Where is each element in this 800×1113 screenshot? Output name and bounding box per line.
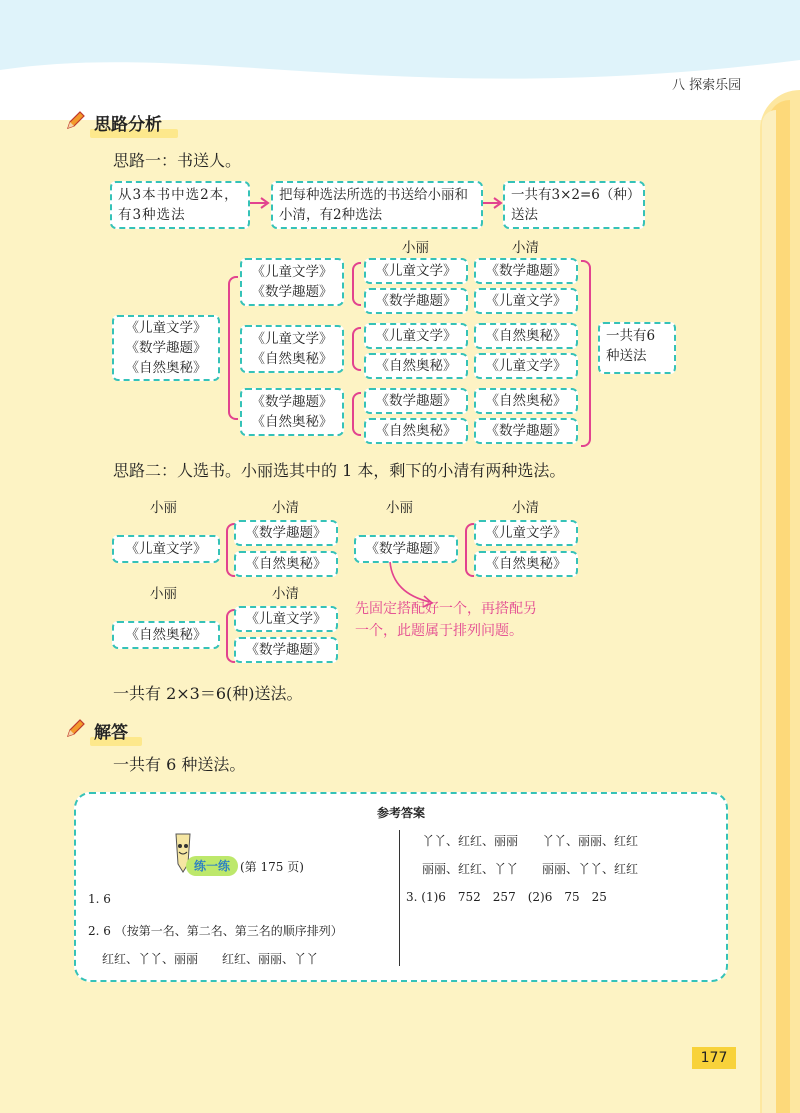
bracket: [352, 327, 361, 371]
book-title: 《自然奥秘》: [125, 360, 207, 376]
practice-page: (第 175 页): [240, 860, 304, 874]
column-label-xiaoli: 小丽: [150, 586, 177, 602]
arrangement-cell: 《儿童文学》: [474, 353, 578, 379]
answer-line: 丫丫、红红、丽丽 丫丫、丽丽、红红: [422, 834, 639, 848]
bracket: [352, 262, 361, 306]
first-choice-box: 《自然奥秘》: [112, 621, 220, 649]
book-title: 《自然奥秘》: [251, 414, 333, 430]
pair-box-1: [240, 258, 344, 306]
flow-box-2: 把每种选法所选的书送给小丽和小清，有2种选法: [271, 181, 483, 229]
reference-answer-box: [74, 792, 728, 982]
arrow-icon: [250, 196, 272, 210]
first-choice-box: 《数学趣题》: [354, 535, 458, 563]
column-label-xiaoli: 小丽: [402, 240, 429, 256]
bracket: [352, 392, 361, 436]
column-label-xiaoqing: 小清: [512, 500, 539, 516]
arrangement-cell: 《数学趣题》: [364, 288, 468, 314]
arrangement-cell: 《儿童文学》: [474, 288, 578, 314]
page-number: 177: [692, 1047, 736, 1069]
column-label-xiaoqing: 小清: [272, 586, 299, 602]
bracket: [228, 276, 238, 420]
tip-line: 先固定搭配好一个，再搭配另: [355, 601, 537, 617]
answer-line: 1. 6: [88, 892, 111, 906]
divider: [399, 830, 400, 966]
solution-text: 一共有 6 种送法。: [113, 755, 246, 774]
book-title: 《儿童文学》: [251, 331, 333, 347]
answer-line: 丽丽、红红、丫丫 丽丽、丫丫、红红: [422, 862, 639, 876]
pencil-icon: [64, 108, 88, 132]
answer-line: 3. (1)6 752 257 (2)6 75 25: [406, 890, 607, 904]
column-label-xiaoqing: 小清: [512, 240, 539, 256]
bracket: [581, 260, 591, 447]
arrangement-cell: 《数学趣题》: [364, 388, 468, 414]
second-choice-box: 《儿童文学》: [474, 520, 578, 546]
arrangement-cell: 《儿童文学》: [364, 323, 468, 349]
solution-title: 解答: [94, 723, 128, 743]
arrangement-cell: 《数学趣题》: [474, 418, 578, 444]
practice-badge: 练一练: [186, 856, 238, 876]
book-title: 《儿童文学》: [125, 320, 207, 336]
route2-title: 思路二：人选书。小丽选其中的 1 本，剩下的小清有两种选法。: [113, 461, 566, 480]
second-choice-box: 《自然奥秘》: [474, 551, 578, 577]
arrangement-cell: 《自然奥秘》: [364, 353, 468, 379]
arrangement-cell: 《自然奥秘》: [474, 388, 578, 414]
flow-box-3: 一共有3×2=6（种）送法: [503, 181, 645, 229]
tip-line: 一个，此题属于排列问题。: [355, 623, 523, 639]
column-label-xiaoli: 小丽: [386, 500, 413, 516]
solution-heading: [64, 718, 128, 743]
analysis-heading: [64, 110, 162, 135]
arrangement-cell: 《自然奥秘》: [364, 418, 468, 444]
tip-note: [355, 598, 537, 642]
second-choice-box: 《数学趣题》: [234, 520, 338, 546]
pair-box-3: [240, 388, 344, 436]
answer-title: 参考答案: [376, 806, 425, 820]
column-label-xiaoli: 小丽: [150, 500, 177, 516]
first-choice-box: 《儿童文学》: [112, 535, 220, 563]
second-choice-box: 《自然奥秘》: [234, 551, 338, 577]
route1-title: 思路一：书送人。: [113, 151, 242, 170]
all-books-box: [112, 315, 220, 381]
book-title: 《数学趣题》: [251, 284, 333, 300]
analysis-title: 思路分析: [94, 115, 162, 135]
pair-box-2: [240, 325, 344, 373]
route2-total: 一共有 2×3＝6(种)送法。: [113, 684, 303, 703]
bracket: [465, 523, 474, 577]
arrangement-cell: 《自然奥秘》: [474, 323, 578, 349]
answer-line: 2. 6 （按第一名、第二名、第三名的顺序排列）: [88, 924, 343, 938]
answer-line: 红红、丫丫、丽丽 红红、丽丽、丫丫: [102, 952, 319, 966]
chapter-label: 八 探索乐园: [672, 78, 742, 93]
book-title: 《儿童文学》: [251, 264, 333, 280]
total-box: 一共有6种送法: [598, 322, 676, 374]
book-title: 《数学趣题》: [251, 394, 333, 410]
pencil-icon: [64, 716, 88, 740]
flow-box-1: 从3本书中选2本，有3种选法: [110, 181, 250, 229]
arrangement-cell: 《儿童文学》: [364, 258, 468, 284]
second-choice-box: 《儿童文学》: [234, 606, 338, 632]
book-title: 《自然奥秘》: [251, 351, 333, 367]
arrow-icon: [483, 196, 505, 210]
book-title: 《数学趣题》: [125, 340, 207, 356]
arrangement-cell: 《数学趣题》: [474, 258, 578, 284]
column-label-xiaoqing: 小清: [272, 500, 299, 516]
second-choice-box: 《数学趣题》: [234, 637, 338, 663]
